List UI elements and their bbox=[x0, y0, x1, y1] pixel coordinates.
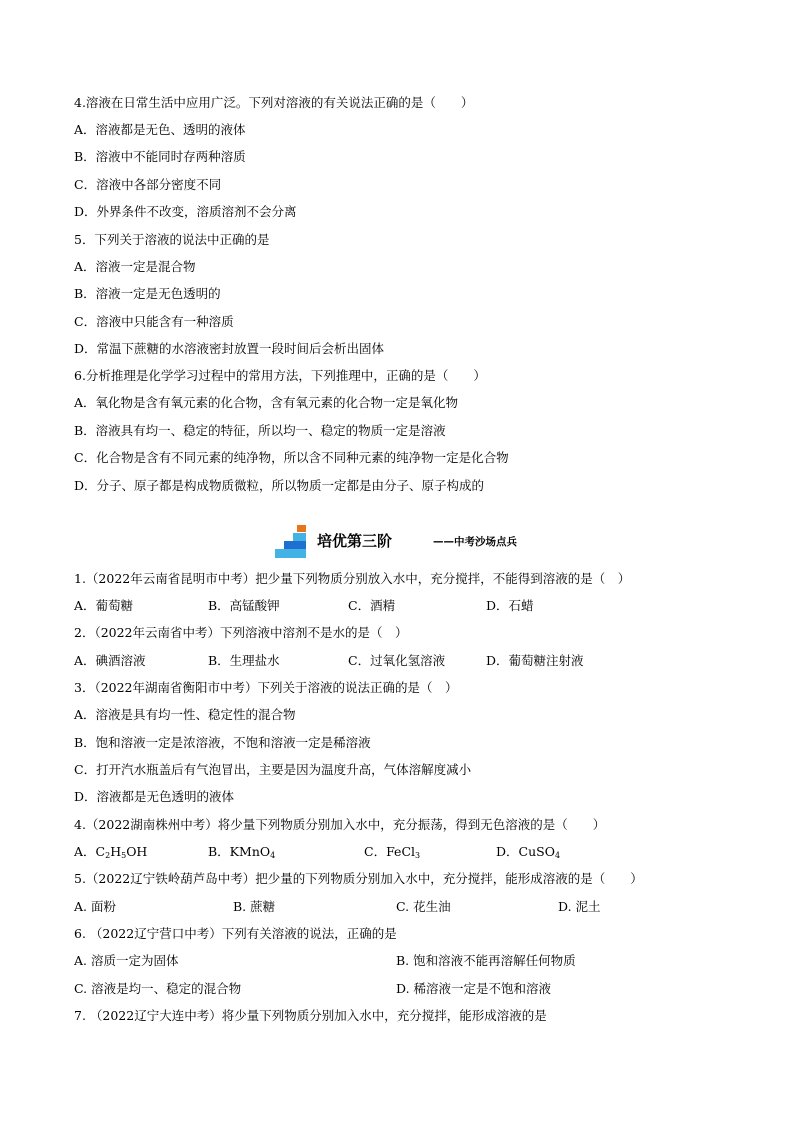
formula-text: D．CuSO bbox=[496, 844, 555, 859]
option-a: A．溶液一定是混合物 bbox=[74, 259, 196, 274]
question-stem: 5.（2022辽宁铁岭葫芦岛中考）把少量的下列物质分别加入水中，充分搅拌，能形成溶液的是（ ） bbox=[74, 871, 643, 886]
stairs-step-2 bbox=[284, 541, 306, 549]
option-a: A. 面粉 bbox=[74, 899, 116, 914]
formula-text: C．FeCl bbox=[364, 844, 416, 859]
formula-text: A．C bbox=[74, 844, 106, 859]
question-stem: 5．下列关于溶液的说法中正确的是 bbox=[74, 232, 270, 247]
option-a: A．碘酒溶液 bbox=[74, 653, 146, 668]
formula-subscript: 4 bbox=[554, 851, 561, 860]
formula-text: OH bbox=[126, 844, 148, 859]
option-c: C．溶液中各部分密度不同 bbox=[74, 177, 222, 192]
option-b: B．生理盐水 bbox=[208, 653, 280, 668]
option-c bbox=[364, 843, 420, 861]
option-b: B．饱和溶液一定是浓溶液，不饱和溶液一定是稀溶液 bbox=[74, 735, 371, 750]
option-d bbox=[496, 843, 560, 861]
stairs-icon bbox=[275, 523, 315, 559]
option-d: D．分子、原子都是构成物质微粒，所以物质一定都是由分子、原子构成的 bbox=[74, 478, 485, 493]
formula-text: B．KMnO bbox=[208, 844, 271, 859]
section-title: 培优第三阶 bbox=[317, 532, 393, 550]
formula-subscript: 2 bbox=[105, 851, 111, 860]
option-a: A．溶液是具有均一性、稳定性的混合物 bbox=[74, 707, 296, 722]
option-d: D. 稀溶液一定是不饱和溶液 bbox=[396, 981, 552, 996]
option-d: D．外界条件不改变，溶质溶剂不会分离 bbox=[74, 204, 297, 219]
formula-subscript: 5 bbox=[121, 851, 127, 860]
section-subtitle: ——中考沙场点兵 bbox=[433, 536, 517, 548]
question-stem: 4.溶液在日常生活中应用广泛。下列对溶液的有关说法正确的是（ ） bbox=[74, 95, 474, 110]
option-c: C．过氧化氢溶液 bbox=[348, 653, 446, 668]
question-stem: 4.（2022湖南株州中考）将少量下列物质分别加入水中，充分振荡，得到无色溶液的是（ ） bbox=[74, 817, 606, 832]
question-stem: 6. （2022辽宁营口中考）下列有关溶液的说法，正确的是 bbox=[74, 926, 397, 941]
question-stem: 3．（2022年湖南省衡阳市中考）下列关于溶液的说法正确的是（ ） bbox=[74, 680, 458, 695]
option-b: B．溶液一定是无色透明的 bbox=[74, 286, 221, 301]
option-d: D. 泥土 bbox=[558, 899, 601, 914]
option-b: B. 饱和溶液不能再溶解任何物质 bbox=[396, 953, 576, 968]
option-a: A．溶液都是无色、透明的液体 bbox=[74, 122, 246, 137]
option-b: B. 蔗糖 bbox=[233, 899, 276, 914]
option-b: B．溶液具有均一、稳定的特征，所以均一、稳定的物质一定是溶液 bbox=[74, 423, 446, 438]
option-d: D．石蜡 bbox=[486, 598, 534, 613]
option-a bbox=[74, 843, 147, 861]
stairs-step-1 bbox=[275, 549, 306, 558]
option-d: D．常温下蔗糖的水溶液密封放置一段时间后会析出固体 bbox=[74, 341, 385, 356]
option-c: C．化合物是含有不同元素的纯净物，所以含不同种元素的纯净物一定是化合物 bbox=[74, 450, 509, 465]
section-heading bbox=[275, 523, 555, 559]
formula-text: H bbox=[110, 844, 122, 859]
option-a: A．氧化物是含有氧元素的化合物，含有氧元素的化合物一定是氧化物 bbox=[74, 395, 459, 410]
option-b bbox=[208, 843, 275, 861]
option-b: B．高锰酸钾 bbox=[208, 598, 280, 613]
question-stem: 7. （2022辽宁大连中考）将少量下列物质分别加入水中，充分搅拌，能形成溶液的是 bbox=[74, 1008, 547, 1023]
formula-subscript: 4 bbox=[270, 851, 276, 860]
option-a: A．葡萄糖 bbox=[74, 598, 134, 613]
option-a: A. 溶质一定为固体 bbox=[74, 953, 179, 968]
option-b: B．溶液中不能同时存两种溶质 bbox=[74, 149, 246, 164]
option-c: C. 花生油 bbox=[396, 899, 451, 914]
question-stem: 2．（2022年云南省中考）下列溶液中溶剂不是水的是（ ） bbox=[74, 625, 408, 640]
option-c: C．打开汽水瓶盖后有气泡冒出，主要是因为温度升高，气体溶解度减小 bbox=[74, 762, 472, 777]
option-c: C．溶液中只能含有一种溶质 bbox=[74, 314, 234, 329]
formula-subscript: 3 bbox=[415, 851, 421, 860]
option-d: D．溶液都是无色透明的液体 bbox=[74, 789, 235, 804]
option-c: C. 溶液是均一、稳定的混合物 bbox=[74, 981, 242, 996]
option-d: D．葡萄糖注射液 bbox=[486, 653, 584, 668]
question-stem: 1.（2022年云南省昆明市中考）把少量下列物质分别放入水中，充分搅拌，不能得到溶液的是（ ） bbox=[74, 571, 631, 586]
stairs-top-block bbox=[297, 525, 306, 532]
question-stem: 6.分析推理是化学学习过程中的常用方法，下列推理中，正确的是（ ） bbox=[74, 368, 486, 383]
stairs-step-3 bbox=[293, 533, 306, 541]
option-c: C．酒精 bbox=[348, 598, 396, 613]
